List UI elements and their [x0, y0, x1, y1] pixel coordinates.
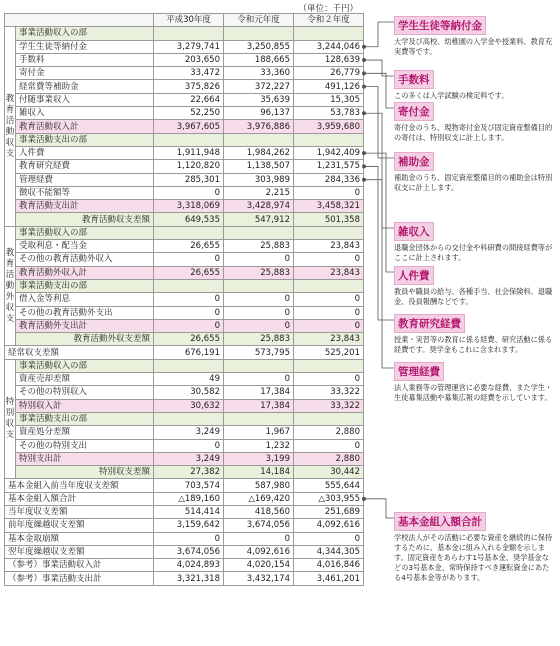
note-item	[394, 360, 554, 403]
note-description: 寄付金のうち、現物寄付金及び固定資産整備目的の寄付は、特別収支に計上します。	[394, 123, 553, 142]
note-title: 学生生徒等納付金	[394, 16, 486, 35]
row-label: 付随事業収入	[16, 93, 154, 106]
cell-value: 49	[154, 373, 224, 386]
cell-value: 0	[154, 293, 224, 306]
cell-value: 375,826	[154, 80, 224, 93]
cell-value: 2,880	[294, 452, 364, 465]
connector-dot	[362, 152, 365, 155]
row-label: その他の教育活動外支出	[16, 306, 154, 319]
row-label: 基本金組入前当年度収支差額	[5, 479, 154, 492]
row-label: 特別支出計	[16, 452, 154, 465]
cell-value: △303,955	[294, 492, 364, 505]
cell-value: 23,843	[294, 266, 364, 279]
cell-value: 0	[224, 532, 294, 545]
cell-value: 203,650	[154, 53, 224, 66]
cell-value: 0	[154, 319, 224, 332]
connector-line	[364, 113, 394, 228]
row-label: 教育活動収支差額	[16, 213, 154, 226]
cell-value: 4,024,893	[154, 559, 224, 572]
row-label: 基本金組入額合計	[5, 492, 154, 505]
note-item	[394, 510, 554, 583]
cell-value: 676,191	[154, 346, 224, 359]
note-title: 管理経費	[394, 362, 444, 381]
cell-value: 3,318,069	[154, 200, 224, 213]
connector-dot	[362, 112, 365, 115]
cell-value: 3,959,680	[294, 120, 364, 133]
connector-dot	[362, 58, 365, 61]
cell-value: 3,199	[224, 452, 294, 465]
note-title: 人件費	[394, 266, 434, 285]
row-label: 教育活動外収入計	[16, 266, 154, 279]
note-description: 退職金団体からの交付金や科研費の間接経費等がここに計上されます。	[394, 243, 553, 262]
row-label: 教育研究経費	[16, 160, 154, 173]
cell-value: 35,639	[224, 93, 294, 106]
note-item	[394, 14, 554, 57]
cell-value: 0	[294, 373, 364, 386]
row-label: 資産処分差額	[16, 426, 154, 439]
cell-value: 30,582	[154, 386, 224, 399]
cell-value: 23,843	[294, 333, 364, 346]
row-label: 寄付金	[16, 67, 154, 80]
cell-value: 0	[154, 253, 224, 266]
row-label: 事業活動支出の部	[16, 133, 154, 146]
note-title: 基本金組入額合計	[394, 512, 486, 531]
row-label: 教育活動外収支差額	[16, 333, 154, 346]
cell-value: 25,883	[224, 240, 294, 253]
row-label: 翌年度繰越収支差額	[5, 545, 154, 558]
cell-value: 0	[154, 306, 224, 319]
cell-value: 188,665	[224, 53, 294, 66]
row-label: 学生生徒等納付金	[16, 40, 154, 53]
cell-value: 587,980	[224, 479, 294, 492]
cell-value: 4,344,305	[294, 545, 364, 558]
header-year: 平成30年度	[154, 14, 224, 27]
cell-value: 525,201	[294, 346, 364, 359]
row-label: 受取利息・配当金	[16, 240, 154, 253]
row-label: 経常収支差額	[5, 346, 154, 359]
note-item	[394, 150, 554, 193]
row-label: 事業活動収入の部	[16, 359, 154, 372]
cell-value: 1,967	[224, 426, 294, 439]
cell-value: 30,442	[294, 466, 364, 479]
cell-value: 3,674,056	[154, 545, 224, 558]
cell-value: 303,989	[224, 173, 294, 186]
cell-value: 3,249	[154, 426, 224, 439]
cell-value: 22,664	[154, 93, 224, 106]
cell-value: 3,674,056	[224, 519, 294, 532]
cell-value: 0	[224, 373, 294, 386]
cell-value: 501,358	[294, 213, 364, 226]
note-item	[394, 100, 554, 143]
cell-value: 3,976,886	[224, 120, 294, 133]
cell-value: 0	[224, 319, 294, 332]
connector-dot	[362, 497, 365, 500]
note-item	[394, 220, 554, 263]
cell-value: 33,472	[154, 67, 224, 80]
cell-value: 0	[294, 186, 364, 199]
cell-value: 26,655	[154, 240, 224, 253]
note-description: この多くは入学試験の検定料です。	[394, 91, 509, 100]
note-description: 学校法人がその活動に必要な資産を継続的に保持するために、基本金に組み入れる金額を示します。固定資産をあらわす1号基本金、奨学基金などの3号基本金、常時保持すべき運転資金にあたる4号基本金等があります。	[394, 533, 553, 582]
row-label: （参考）事業活動収入計	[5, 559, 154, 572]
connector-dot	[362, 72, 365, 75]
connector-line	[364, 73, 394, 108]
cell-value: 1,911,948	[154, 146, 224, 159]
note-description: 大学及び高校、幼稚園の入学金や授業料、教育充実費等です。	[394, 37, 553, 56]
row-label: その他の教育活動外収入	[16, 253, 154, 266]
note-description: 教員や職員の給与、各種手当、社会保険料、退職金、役員報酬などです。	[394, 287, 553, 306]
cell-value: 33,322	[294, 386, 364, 399]
cell-value: 128,639	[294, 53, 364, 66]
row-label: 教育活動外支出計	[16, 319, 154, 332]
cell-value: 1,942,409	[294, 146, 364, 159]
header-year: 令和２年度	[294, 14, 364, 27]
cell-value: 1,984,262	[224, 146, 294, 159]
cell-value: 0	[294, 253, 364, 266]
connector-dot	[362, 165, 365, 168]
cell-value: 0	[294, 532, 364, 545]
cell-value: 3,244,046	[294, 40, 364, 53]
cell-value: 285,301	[154, 173, 224, 186]
row-label: （参考）事業活動支出計	[5, 572, 154, 585]
cell-value: 2,215	[224, 186, 294, 199]
unit-label: （単位：千円）	[298, 4, 358, 14]
note-title: 雑収入	[394, 222, 434, 241]
row-label: 事業活動収入の部	[16, 226, 154, 239]
cell-value: △189,160	[154, 492, 224, 505]
cell-value: 23,843	[294, 240, 364, 253]
cell-value: 3,428,974	[224, 200, 294, 213]
row-label: 事業活動収入の部	[16, 27, 154, 40]
row-label: 前年度繰越収支差額	[5, 519, 154, 532]
row-label: 徴収不能額等	[16, 186, 154, 199]
cell-value: 284,336	[294, 173, 364, 186]
connector-dot	[362, 178, 365, 181]
row-label: 経常費等補助金	[16, 80, 154, 93]
note-item	[394, 312, 554, 355]
cell-value: 372,227	[224, 80, 294, 93]
cell-value: 649,535	[154, 213, 224, 226]
cell-value: 555,644	[294, 479, 364, 492]
cell-value: 3,458,321	[294, 200, 364, 213]
connector-line	[364, 153, 394, 272]
row-label: 人件費	[16, 146, 154, 159]
cell-value: 547,912	[224, 213, 294, 226]
row-label: その他の特別収入	[16, 386, 154, 399]
cell-value: 2,880	[294, 426, 364, 439]
cell-value: 0	[294, 293, 364, 306]
note-description: 補助金のうち、固定資産整備目的の補助金は特別収支に計上します。	[394, 173, 553, 192]
cell-value: 0	[294, 319, 364, 332]
cell-value: 3,432,174	[224, 572, 294, 585]
row-label: 当年度収支差額	[5, 505, 154, 518]
cell-value: 25,883	[224, 266, 294, 279]
row-label: 教育活動支出計	[16, 200, 154, 213]
connector-dot	[362, 45, 365, 48]
cell-value: 96,137	[224, 107, 294, 120]
cell-value: 14,184	[224, 466, 294, 479]
row-label: 資産売却差額	[16, 373, 154, 386]
section-label: 特 別 収 支	[5, 359, 16, 479]
cell-value: 25,883	[224, 333, 294, 346]
connector-line	[364, 166, 394, 320]
cell-value: 0	[154, 186, 224, 199]
cell-value: 703,574	[154, 479, 224, 492]
cell-value: 3,279,741	[154, 40, 224, 53]
note-title: 手数料	[394, 70, 434, 89]
note-description: 法人業務等の管理運営に必要な経費、また学生・生徒募集活動や募集広報の経費を示しています。	[394, 383, 553, 402]
header-year: 令和元年度	[224, 14, 294, 27]
cell-value: 0	[224, 293, 294, 306]
cell-value: 3,461,201	[294, 572, 364, 585]
cell-value: 0	[154, 439, 224, 452]
note-title: 補助金	[394, 152, 434, 171]
cell-value: 491,126	[294, 80, 364, 93]
cell-value: 0	[294, 439, 364, 452]
cell-value: 0	[224, 253, 294, 266]
cell-value: 4,016,846	[294, 559, 364, 572]
note-title: 寄付金	[394, 102, 434, 121]
row-label: 基本金取崩額	[5, 532, 154, 545]
row-label: 雑収入	[16, 107, 154, 120]
cell-value: 33,322	[294, 399, 364, 412]
cell-value: 4,020,154	[224, 559, 294, 572]
cell-value: 3,249	[154, 452, 224, 465]
cell-value: △169,420	[224, 492, 294, 505]
row-label: その他の特別支出	[16, 439, 154, 452]
cell-value: 26,655	[154, 266, 224, 279]
cell-value: 53,783	[294, 107, 364, 120]
cell-value: 3,250,855	[224, 40, 294, 53]
cell-value: 15,305	[294, 93, 364, 106]
connector-line	[364, 499, 394, 518]
cell-value: 251,689	[294, 505, 364, 518]
note-item	[394, 264, 554, 307]
cell-value: 30,632	[154, 399, 224, 412]
cell-value: 52,250	[154, 107, 224, 120]
cell-value: 514,414	[154, 505, 224, 518]
cell-value: 3,967,605	[154, 120, 224, 133]
row-label: 手数料	[16, 53, 154, 66]
connector-line	[364, 22, 394, 47]
cell-value: 1,138,507	[224, 160, 294, 173]
cell-value: 1,120,820	[154, 160, 224, 173]
connector-line	[364, 87, 394, 158]
cell-value: 26,779	[294, 67, 364, 80]
cell-value: 26,655	[154, 333, 224, 346]
connector-dot	[362, 85, 365, 88]
row-label: 借入金等利息	[16, 293, 154, 306]
cell-value: 0	[224, 306, 294, 319]
note-item	[394, 68, 554, 101]
section-label: 教 育 活 動 外 収 支	[5, 226, 16, 346]
section-label: 教 育 活 動 収 支	[5, 27, 16, 226]
connector-line	[364, 180, 394, 368]
cell-value: 1,231,575	[294, 160, 364, 173]
cell-value: 418,560	[224, 505, 294, 518]
cell-value: 27,382	[154, 466, 224, 479]
row-label: 教育活動収入計	[16, 120, 154, 133]
cell-value: 17,384	[224, 399, 294, 412]
cell-value: 0	[294, 306, 364, 319]
cell-value: 33,360	[224, 67, 294, 80]
cell-value: 4,092,616	[224, 545, 294, 558]
cell-value: 4,092,616	[294, 519, 364, 532]
row-label: 事業活動支出の部	[16, 412, 154, 425]
note-description: 授業・実習等の教育に係る経費、研究活動に係る経費です。奨学金もこれに含まれます。	[394, 335, 553, 354]
cell-value: 573,795	[224, 346, 294, 359]
row-label: 事業活動支出の部	[16, 279, 154, 292]
cell-value: 17,384	[224, 386, 294, 399]
note-title: 教育研究経費	[394, 314, 465, 333]
cell-value: 3,159,642	[154, 519, 224, 532]
row-label: 特別収入計	[16, 399, 154, 412]
cell-value: 1,232	[224, 439, 294, 452]
cell-value: 3,321,318	[154, 572, 224, 585]
row-label: 特別収支差額	[16, 466, 154, 479]
cell-value: 0	[154, 532, 224, 545]
row-label: 管理経費	[16, 173, 154, 186]
